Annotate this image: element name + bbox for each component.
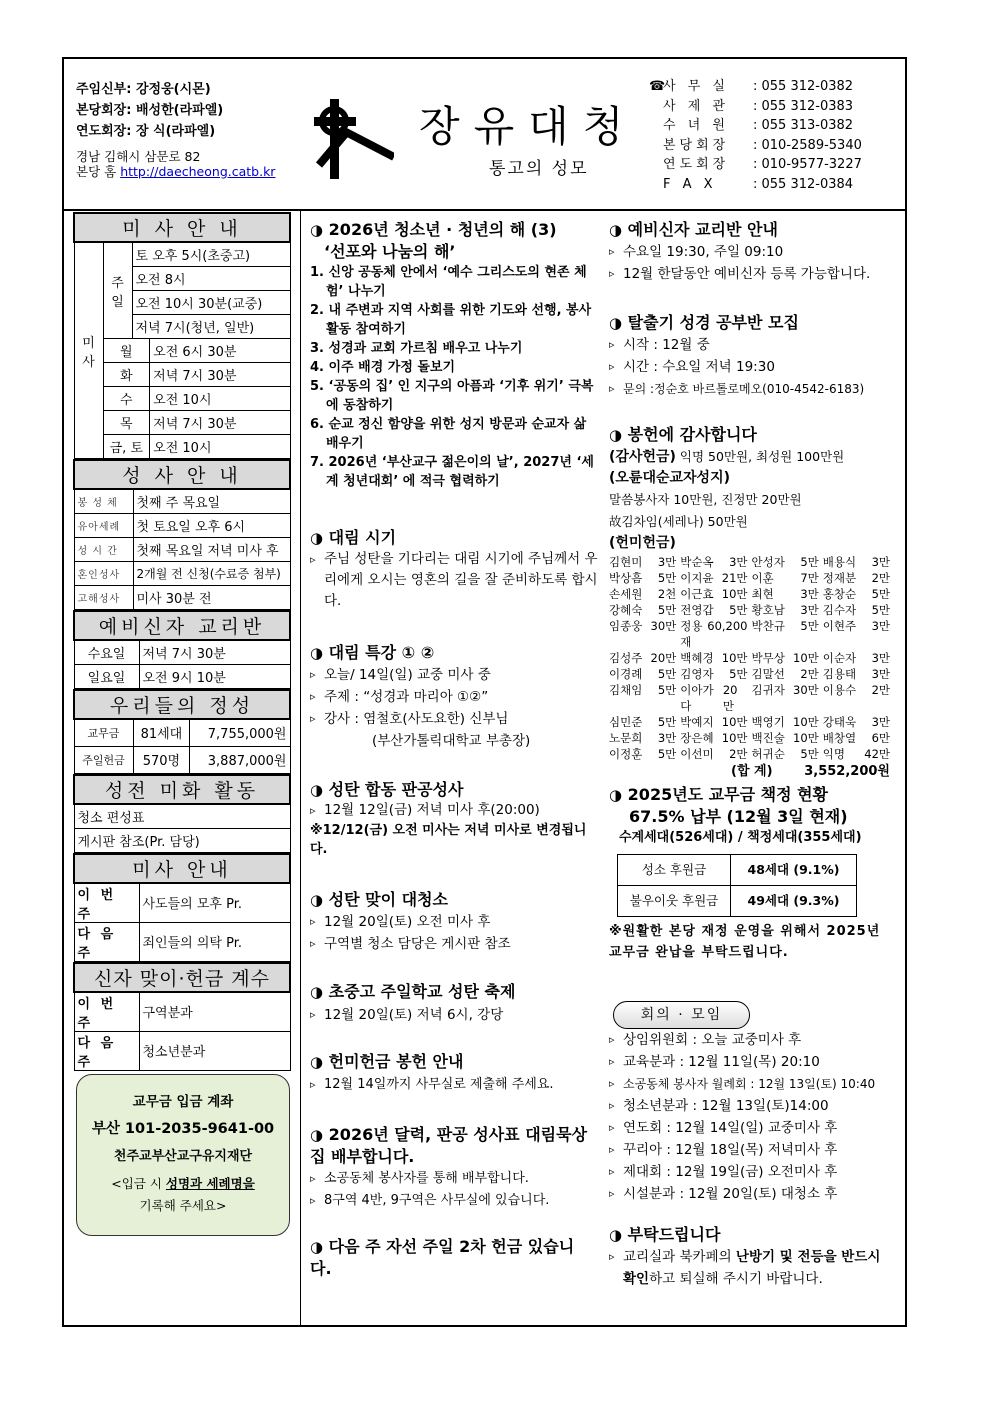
- sunday-label: 주 일: [103, 242, 132, 339]
- half-circle-icon: ◑: [609, 314, 623, 332]
- youth-year-section: ◑ 2026년 청소년 · 청년의 해 (3) ‘선포와 나눔의 해’ 1. 신앙 공동체 안에서 ‘예수 그리스도의 현존 체험’ 나누기 2. 내 주변과 지역 사회를 위한 기도와 선행, 봉사활동 참여하기 3. 성경과 교회 가르침 배우고 나누기 4. 이주 배경 가정 돌보기 5. ‘공동의 집’ 인 지구의 아픔과 ‘기후 위기’ 극복에 동참하기 6. 순교 정신 함양을 위한 성지 방문과 순교자 삶 배우기 7. 2026년 ‘부산교구 젊은이의 날’, 2027년 ‘세계 청년대회’ 에 적극 협력하기: [310, 220, 594, 489]
- half-circle-icon: ◑: [609, 786, 623, 804]
- half-circle-icon: ◑: [310, 781, 324, 799]
- envelope-section: ◑ 헌미헌금 봉헌 안내 ▹ 12월 14일까지 사무실로 제출해 주세요.: [310, 1051, 600, 1097]
- donor-entry: 정용재 60,200: [680, 619, 748, 649]
- donor-entry: 전영갑 5만: [680, 603, 748, 617]
- donor-entry: 정재분 2만: [822, 571, 890, 585]
- half-circle-icon: ◑: [310, 983, 324, 1001]
- donor-entry: 황호남 3만: [751, 603, 819, 617]
- donor-entry: 김귀자 30만: [751, 683, 819, 697]
- half-circle-icon: ◑: [310, 1126, 324, 1144]
- calendar-section: ◑ 2026년 달력, 판공 성사표 대림묵상집 배부합니다. ▹ 소공동체 봉사자를 통해 배부합니다. ▹ 8구역 4반, 9구역은 사무실에 있습니다.: [310, 1124, 590, 1212]
- donor-entry: 홍창순 5만: [822, 587, 890, 601]
- main-chair: 본당회장: 배성한(라파엘): [76, 103, 224, 118]
- half-circle-icon: ◑: [310, 891, 324, 909]
- account-number: 부산 101-2035-9641-00: [91, 1121, 275, 1137]
- donor-entry: 안성자 5만: [751, 555, 819, 569]
- bulletin-frame: [62, 57, 907, 1327]
- donor-entry: 배창열 6만: [822, 731, 890, 745]
- donor-entry: 김영자 5만: [680, 667, 748, 681]
- donor-entry: 이정훈 5만: [609, 747, 677, 761]
- donor-entry: 배용식 3만: [822, 555, 890, 569]
- donor-entry: 최현 3만: [751, 587, 819, 601]
- request-section: ◑ 부탁드립니다 ▹ 교리실과 북카페의 난방기 및 전등을 반드시 확인하고 퇴실해 주시기 바랍니다.: [609, 1224, 894, 1290]
- mass-side-label: 미 사: [74, 242, 103, 459]
- donor-entry: 이훈 7만: [751, 571, 819, 585]
- donor-entry: 이용수 2만: [822, 683, 890, 697]
- donor-entry: 노문희 3만: [609, 731, 677, 745]
- donor-entry: 이근효 10만: [680, 587, 748, 601]
- yeondo-chair: 연도회장: 장 식(라파엘): [76, 124, 216, 139]
- donor-entry: 백진술 10만: [751, 731, 819, 745]
- donor-entry: 이현주 3만: [822, 619, 890, 633]
- donor-entry: 박무상 10만: [751, 651, 819, 665]
- thanks-section: ◑ 봉헌에 감사합니다 (감사헌금) 익명 50만원, 최성원 100만원 (오륜대순교자성지) 말씀봉사자 10만원, 진정만 20만원 故김차임(세레나) 50만원 (헌미헌금) 김현미 3만 박순옥 3만 안성자 5만 배용식 3만 박상흠 5만 이지윤 21만 이훈 7만 정재분 2만 손세원 2천 이근효 10만 최현 3만 홍창순 5만 강혜숙 5만 전영갑 5만 황호남 3만 김수자 5만 임종웅 30만 정용재 60,200 박찬규 5만 이현주 3만 김성주 20만 백혜경 10만 박무상 10만 이순자 3만 이경례 5만 김영자 5만 김말선 2만 김용태 3만 김채임 5만 이아가다 20만 김귀자 30만 이용수 2만 심민준 5만 박예지 10만 백영기 10만 강태욱 3만 노문희 3만 장은혜 10만 백진술 10만 배창열 6만 이정훈 5만 이선미 2만 허귀순 5만 익명 42만 (합 계) 3,552,200원: [609, 424, 894, 782]
- phone-icon: ☎: [649, 79, 666, 94]
- catechumen-notice-section: ◑ 예비신자 교리반 안내 ▹ 수요일 19:30, 주일 09:10 ▹ 12월 한달동안 예비신자 등록 가능합니다.: [609, 219, 894, 285]
- mass-title: 미 사 안 내: [74, 213, 290, 242]
- homepage-link[interactable]: http://daecheong.catb.kr: [120, 164, 276, 179]
- homepage-label: 본당 홈: [76, 164, 117, 179]
- donor-entry: 강혜숙 5만: [609, 603, 677, 617]
- half-circle-icon: ◑: [609, 1226, 623, 1244]
- half-circle-icon: ◑: [310, 644, 324, 662]
- cleanup-section: ◑ 성탄 맞이 대청소 ▹ 12월 20일(토) 오전 미사 후 ▹ 구역별 청소 담당은 게시판 참조: [310, 889, 600, 955]
- half-circle-icon: ◑: [310, 529, 324, 547]
- donor-grid: [609, 554, 894, 762]
- half-circle-icon: ◑: [310, 1053, 324, 1071]
- donor-entry: 김말선 2만: [751, 667, 819, 681]
- donor-entry: 김수자 5만: [822, 603, 890, 617]
- donor-entry: 김성주 20만: [609, 651, 677, 665]
- address: 경남 김해시 삼문로 82: [76, 149, 201, 164]
- charity-section: ◑ 다음 주 자선 주일 2차 헌금 있습니다.: [310, 1237, 575, 1278]
- bulletin-subtitle: 통고의 성모: [489, 159, 589, 179]
- half-circle-icon: ◑: [609, 426, 623, 444]
- account-box: 교무금 입금 계좌 부산 101-2035-9641-00 천주교부산교구유지재단 <입금 시 성명과 세례명을 기록해 주세요>: [76, 1074, 290, 1236]
- catechumen-table: 예비신자 교리반 수요일 저녁 7시 30분 일요일 오전 9시 10분: [73, 610, 291, 689]
- meetings-badge: 회의 · 모임: [613, 1001, 750, 1029]
- donor-entry: 이경례 5만: [609, 667, 677, 681]
- donor-entry: 강태욱 3만: [822, 715, 890, 729]
- donor-entry: 이선미 2만: [680, 747, 748, 761]
- donor-entry: 심민준 5만: [609, 715, 677, 729]
- offering-table: 우리들의 정성 교무금 81세대 7,755,000원 주일헌금 570명 3,887,000원: [73, 689, 291, 774]
- donor-entry: 박찬규 5만: [751, 619, 819, 633]
- donor-entry: 손세원 2천: [609, 587, 677, 601]
- offering-total: 3,552,200원: [804, 764, 890, 779]
- donor-entry: 박상흠 5만: [609, 571, 677, 585]
- donor-entry: 이순자 3만: [822, 651, 890, 665]
- donor-entry: 김용태 3만: [822, 667, 890, 681]
- donor-entry: 김현미 3만: [609, 555, 677, 569]
- bulletin-title: 장유대청: [419, 102, 638, 151]
- donor-entry: 익명 42만: [822, 747, 890, 761]
- header: [64, 59, 905, 211]
- header-info: [76, 79, 275, 179]
- sacrament-title: 성 사 안 내: [74, 460, 290, 489]
- exodus-study-section: ◑ 탈출기 성경 공부반 모집 ▹ 시작 : 12월 중 ▹ 시간 : 수요일 저녁 19:30 ▹ 문의 :정순호 바르톨로메오(010-4542-6183): [609, 312, 894, 400]
- fund-table: 성소 후원금 48세대 (9.1%) 불우이웃 후원금 49세대 (9.3%): [617, 854, 857, 917]
- sacrament-table: 성 사 안 내 봉 성 체 첫째 주 목요일 유아세례 첫 토요일 오후 6시 성 시 간 첫째 목요일 저녁 미사 후 혼인성사 2개월 전 신청(수료증 첨부) 고해성사 미사 30분 전: [73, 459, 291, 610]
- donor-entry: 박순옥 3만: [680, 555, 748, 569]
- dues-section: ◑ 2025년도 교무금 책정 현황 67.5% 납부 (12월 3일 현재) 수계세대(526세대) / 책정세대(355세대) 성소 후원금 48세대 (9.1%) 불우이웃 후원금 49세대 (9.3%) ※원활한 본당 재정 운영을 위해서 2025년 교무금 완납을 부탁드립니다.: [609, 785, 881, 960]
- mass-guide-table: 미사 안내 이 번 주 사도들의 모후 Pr. 다 음 주 죄인들의 의탁 Pr.: [73, 853, 291, 962]
- cleaning-table: 성전 미화 활동 청소 편성표 게시판 참조(Pr. 담당): [73, 774, 291, 853]
- advent-section: ◑ 대림 시기 ▹ 주님 성탄을 기다리는 대림 시기에 주님께서 우리에게 오시는 영혼의 길을 잘 준비하도록 합시다.: [310, 527, 600, 612]
- cross-logo-icon: [314, 99, 394, 179]
- meetings-section: ▹ 상임위원회 : 오늘 교중미사 후 ▹ 교육분과 : 12월 11일(목) 20:10 ▹ 소공동체 봉사자 월례회 : 12월 13일(토) 10:40 ▹ 청소년분과 : 12월 13일(토)14:00 ▹ 연도회 : 12월 14일(일) 교중미사 후 ▹ 꾸리아 : 12월 18일(목) 저녁미사 후 ▹ 제대회 : 12월 19일(금) 오전미사 후 ▹ 시설분과 : 12월 20일(토) 대청소 후: [609, 1029, 899, 1205]
- donor-entry: 백영기 10만: [751, 715, 819, 729]
- donor-entry: 임종웅 30만: [609, 619, 677, 633]
- pastor: 주임신부: 강정웅(시몬): [76, 82, 211, 97]
- half-circle-icon: ◑: [609, 221, 623, 239]
- donor-entry: 이지윤 21만: [680, 571, 748, 585]
- donor-entry: 박예지 10만: [680, 715, 748, 729]
- right-column: [605, 209, 906, 1325]
- half-circle-icon: ◑: [310, 1238, 324, 1256]
- greeting-table: 신자 맞이·헌금 계수 이 번 주 구역분과 다 음 주 청소년분과: [73, 962, 291, 1071]
- donor-entry: 허귀순 5만: [751, 747, 819, 761]
- donor-entry: 장은혜 10만: [680, 731, 748, 745]
- left-column: [64, 209, 301, 1325]
- donor-entry: 이아가다 20만: [680, 683, 738, 713]
- middle-column: [300, 209, 605, 1325]
- donor-entry: 김채임 5만: [609, 683, 677, 697]
- mass-schedule-table: 미 사 안 내 미 사 주 일 토 오후 5시(초중고) 오전 8시 오전 10시 30분(교중) 저녁 7시(청년, 일반) 월 오전 6시 30분 화 저녁 7시 30분 수 오전 10시 목 저녁 7시 30분 금, 토 오전 10시: [73, 212, 291, 459]
- penance-section: ◑ 성탄 합동 판공성사 ▹ 12월 12일(금) 저녁 미사 후(20:00) ※12/12(금) 오전 미사는 저녁 미사로 변경됩니다.: [310, 779, 600, 860]
- advent-lecture-section: ◑ 대림 특강 ① ② ▹ 오늘/ 14일(일) 교중 미사 중 ▹ 주제 : “성경과 마리아 ①②” ▹ 강사 : 염철호(사도요한) 신부님 (부산가톨릭대학교 부총장): [310, 642, 600, 752]
- contact-list: ☎ 사 무 실 : 055 312-0382 사 제 관 : 055 312-0383 수 녀 원 : 055 313-0382 본당회장 : 010-2589-5340 연도회장 : 010-9577-3227 F A X : 055 312-0384: [649, 79, 862, 192]
- donor-entry: 백혜경 10만: [680, 651, 748, 665]
- sunday-school-section: ◑ 초중고 주일학교 성탄 축제 ▹ 12월 20일(토) 저녁 6시, 강당: [310, 981, 600, 1027]
- half-circle-icon: ◑: [310, 221, 324, 239]
